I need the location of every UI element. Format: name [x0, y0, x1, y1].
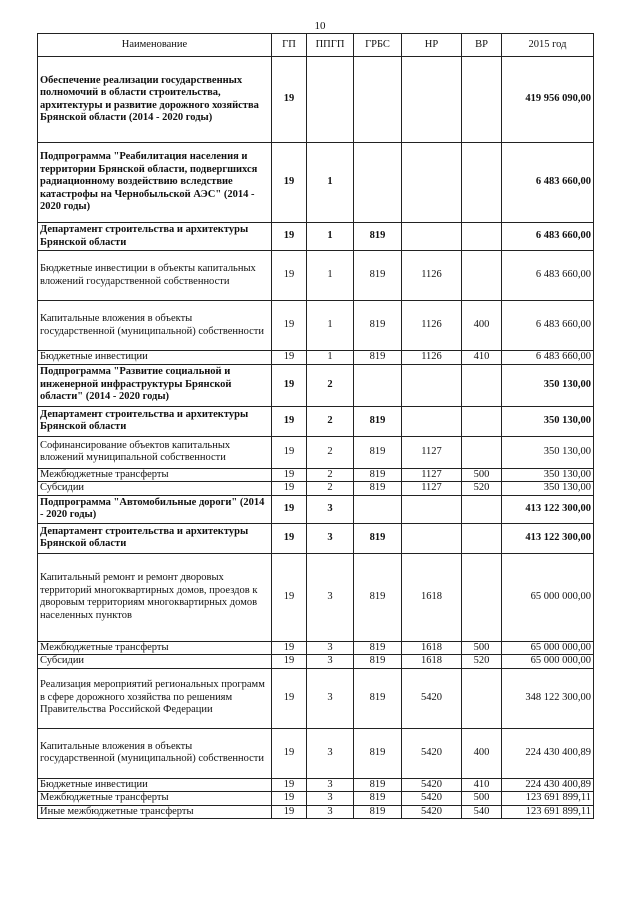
row-nr: 1618	[402, 655, 462, 669]
row-grbs: 819	[354, 805, 402, 819]
row-vr: 520	[462, 655, 502, 669]
row-grbs: 819	[354, 728, 402, 778]
row-nr: 5420	[402, 805, 462, 819]
row-grbs	[354, 143, 402, 223]
row-vr	[462, 406, 502, 436]
row-ppgp: 3	[307, 523, 354, 553]
row-gp: 19	[272, 251, 307, 301]
row-grbs: 819	[354, 655, 402, 669]
row-name: Бюджетные инвестиции	[38, 351, 272, 365]
row-amount: 6 483 660,00	[502, 143, 594, 223]
table-row	[38, 351, 594, 365]
table-row	[38, 553, 594, 641]
row-grbs	[354, 495, 402, 523]
row-grbs: 819	[354, 436, 402, 468]
table-row	[38, 468, 594, 482]
row-gp: 19	[272, 728, 307, 778]
header-nr: НР	[402, 34, 462, 57]
row-amount: 350 130,00	[502, 406, 594, 436]
row-amount: 224 430 400,89	[502, 778, 594, 792]
row-amount: 6 483 660,00	[502, 223, 594, 251]
row-gp: 19	[272, 223, 307, 251]
table-row	[38, 495, 594, 523]
row-ppgp: 1	[307, 351, 354, 365]
row-vr	[462, 668, 502, 728]
table-row	[38, 655, 594, 669]
row-vr	[462, 223, 502, 251]
row-vr: 520	[462, 482, 502, 496]
row-ppgp: 3	[307, 495, 354, 523]
row-name: Капитальный ремонт и ремонт дворовых территорий многоквартирных домов, проездов к дворовым территориям многоквартирных домов населенных пунктов	[38, 553, 272, 641]
row-vr: 500	[462, 641, 502, 655]
row-gp: 19	[272, 792, 307, 806]
table-row	[38, 406, 594, 436]
row-gp: 19	[272, 351, 307, 365]
row-grbs: 819	[354, 251, 402, 301]
row-nr	[402, 495, 462, 523]
row-gp: 19	[272, 495, 307, 523]
table-row	[38, 792, 594, 806]
header-gp: ГП	[272, 34, 307, 57]
row-name: Субсидии	[38, 655, 272, 669]
row-amount: 350 130,00	[502, 482, 594, 496]
row-vr: 410	[462, 351, 502, 365]
row-name: Бюджетные инвестиции	[38, 778, 272, 792]
row-nr	[402, 223, 462, 251]
row-grbs: 819	[354, 223, 402, 251]
row-vr	[462, 364, 502, 406]
row-amount: 6 483 660,00	[502, 251, 594, 301]
row-nr: 1127	[402, 436, 462, 468]
row-amount: 123 691 899,11	[502, 792, 594, 806]
row-name: Межбюджетные трансферты	[38, 792, 272, 806]
table-row	[38, 523, 594, 553]
table-row	[38, 668, 594, 728]
row-gp: 19	[272, 523, 307, 553]
row-nr	[402, 143, 462, 223]
row-grbs: 819	[354, 482, 402, 496]
row-nr: 1127	[402, 482, 462, 496]
row-name: Межбюджетные трансферты	[38, 641, 272, 655]
row-nr: 1126	[402, 351, 462, 365]
row-vr: 500	[462, 792, 502, 806]
row-ppgp: 2	[307, 482, 354, 496]
row-name: Реализация мероприятий региональных программ в сфере дорожного хозяйства по решениям Правительства Российской Федерации	[38, 668, 272, 728]
row-nr	[402, 57, 462, 143]
row-gp: 19	[272, 655, 307, 669]
row-ppgp	[307, 57, 354, 143]
row-ppgp: 3	[307, 778, 354, 792]
row-nr: 1126	[402, 301, 462, 351]
row-grbs	[354, 364, 402, 406]
row-gp: 19	[272, 553, 307, 641]
table-row	[38, 251, 594, 301]
row-amount: 419 956 090,00	[502, 57, 594, 143]
row-grbs	[354, 57, 402, 143]
table-header-row	[38, 34, 594, 57]
row-name: Департамент строительства и архитектуры Брянской области	[38, 523, 272, 553]
row-amount: 6 483 660,00	[502, 351, 594, 365]
row-name: Капитальные вложения в объекты государственной (муниципальной) собственности	[38, 301, 272, 351]
row-ppgp: 3	[307, 728, 354, 778]
row-amount: 65 000 000,00	[502, 655, 594, 669]
row-ppgp: 2	[307, 468, 354, 482]
row-name: Капитальные вложения в объекты государственной (муниципальной) собственности	[38, 728, 272, 778]
row-grbs: 819	[354, 778, 402, 792]
table-row	[38, 301, 594, 351]
table-row	[38, 57, 594, 143]
table-row	[38, 143, 594, 223]
row-gp: 19	[272, 778, 307, 792]
row-amount: 413 122 300,00	[502, 495, 594, 523]
row-ppgp: 3	[307, 792, 354, 806]
row-name: Подпрограмма "Реабилитация населения и территории Брянской области, подвергшихся радиационному воздействию вследствие катастрофы на Чернобыльской АЭС" (2014 - 2020 годы)	[38, 143, 272, 223]
row-nr	[402, 406, 462, 436]
row-amount: 65 000 000,00	[502, 641, 594, 655]
row-amount: 123 691 899,11	[502, 805, 594, 819]
row-ppgp: 1	[307, 301, 354, 351]
row-gp: 19	[272, 668, 307, 728]
row-nr: 1618	[402, 641, 462, 655]
table-row	[38, 482, 594, 496]
row-vr	[462, 143, 502, 223]
row-grbs: 819	[354, 641, 402, 655]
row-ppgp: 1	[307, 143, 354, 223]
row-ppgp: 2	[307, 364, 354, 406]
row-amount: 348 122 300,00	[502, 668, 594, 728]
table-row	[38, 641, 594, 655]
row-gp: 19	[272, 436, 307, 468]
row-name: Подпрограмма "Развитие социальной и инженерной инфраструктуры Брянской области" (2014 - 2020 годы)	[38, 364, 272, 406]
table-row	[38, 805, 594, 819]
row-nr: 5420	[402, 668, 462, 728]
header-year: 2015 год	[502, 34, 594, 57]
row-amount: 413 122 300,00	[502, 523, 594, 553]
row-gp: 19	[272, 364, 307, 406]
row-grbs: 819	[354, 668, 402, 728]
header-ppgp: ППГП	[307, 34, 354, 57]
page-number: 10	[314, 20, 326, 32]
row-ppgp: 3	[307, 641, 354, 655]
row-vr: 400	[462, 728, 502, 778]
row-vr: 500	[462, 468, 502, 482]
table-row	[38, 223, 594, 251]
row-ppgp: 3	[307, 805, 354, 819]
row-ppgp: 3	[307, 668, 354, 728]
row-name: Софинансирование объектов капитальных вложений муниципальной собственности	[38, 436, 272, 468]
row-vr	[462, 436, 502, 468]
row-vr	[462, 57, 502, 143]
row-nr	[402, 364, 462, 406]
row-vr	[462, 523, 502, 553]
row-amount: 6 483 660,00	[502, 301, 594, 351]
row-nr: 5420	[402, 778, 462, 792]
row-gp: 19	[272, 482, 307, 496]
row-name: Департамент строительства и архитектуры Брянской области	[38, 406, 272, 436]
table-body	[38, 57, 594, 819]
row-grbs: 819	[354, 301, 402, 351]
row-gp: 19	[272, 805, 307, 819]
row-amount: 224 430 400,89	[502, 728, 594, 778]
row-name: Подпрограмма "Автомобильные дороги" (2014 - 2020 годы)	[38, 495, 272, 523]
table-row	[38, 728, 594, 778]
row-grbs: 819	[354, 792, 402, 806]
row-nr: 1127	[402, 468, 462, 482]
row-vr: 400	[462, 301, 502, 351]
row-nr: 5420	[402, 728, 462, 778]
row-name: Межбюджетные трансферты	[38, 468, 272, 482]
row-name: Департамент строительства и архитектуры Брянской области	[38, 223, 272, 251]
table-row	[38, 778, 594, 792]
row-gp: 19	[272, 57, 307, 143]
header-grbs: ГРБС	[354, 34, 402, 57]
row-vr	[462, 495, 502, 523]
row-grbs: 819	[354, 468, 402, 482]
row-ppgp: 1	[307, 251, 354, 301]
row-grbs: 819	[354, 553, 402, 641]
row-ppgp: 3	[307, 655, 354, 669]
row-gp: 19	[272, 468, 307, 482]
row-ppgp: 3	[307, 553, 354, 641]
row-name: Бюджетные инвестиции в объекты капитальных вложений государственной собственности	[38, 251, 272, 301]
row-nr	[402, 523, 462, 553]
row-gp: 19	[272, 301, 307, 351]
row-amount: 350 130,00	[502, 468, 594, 482]
header-vr: ВР	[462, 34, 502, 57]
row-grbs: 819	[354, 406, 402, 436]
row-ppgp: 1	[307, 223, 354, 251]
row-name: Обеспечение реализации государственных полномочий в области строительства, архитектуры и развитие дорожного хозяйства Брянской области (2014 - 2020 годы)	[38, 57, 272, 143]
row-gp: 19	[272, 406, 307, 436]
row-amount: 350 130,00	[502, 436, 594, 468]
row-nr: 1126	[402, 251, 462, 301]
row-vr	[462, 553, 502, 641]
row-gp: 19	[272, 641, 307, 655]
row-ppgp: 2	[307, 436, 354, 468]
row-amount: 350 130,00	[502, 364, 594, 406]
row-gp: 19	[272, 143, 307, 223]
row-name: Иные межбюджетные трансферты	[38, 805, 272, 819]
row-nr: 5420	[402, 792, 462, 806]
header-name: Наименование	[38, 34, 272, 57]
budget-table	[37, 33, 594, 819]
row-grbs: 819	[354, 523, 402, 553]
row-name: Субсидии	[38, 482, 272, 496]
table-row	[38, 436, 594, 468]
row-vr: 540	[462, 805, 502, 819]
row-ppgp: 2	[307, 406, 354, 436]
row-vr: 410	[462, 778, 502, 792]
table-row	[38, 364, 594, 406]
row-vr	[462, 251, 502, 301]
row-nr: 1618	[402, 553, 462, 641]
row-grbs: 819	[354, 351, 402, 365]
row-amount: 65 000 000,00	[502, 553, 594, 641]
